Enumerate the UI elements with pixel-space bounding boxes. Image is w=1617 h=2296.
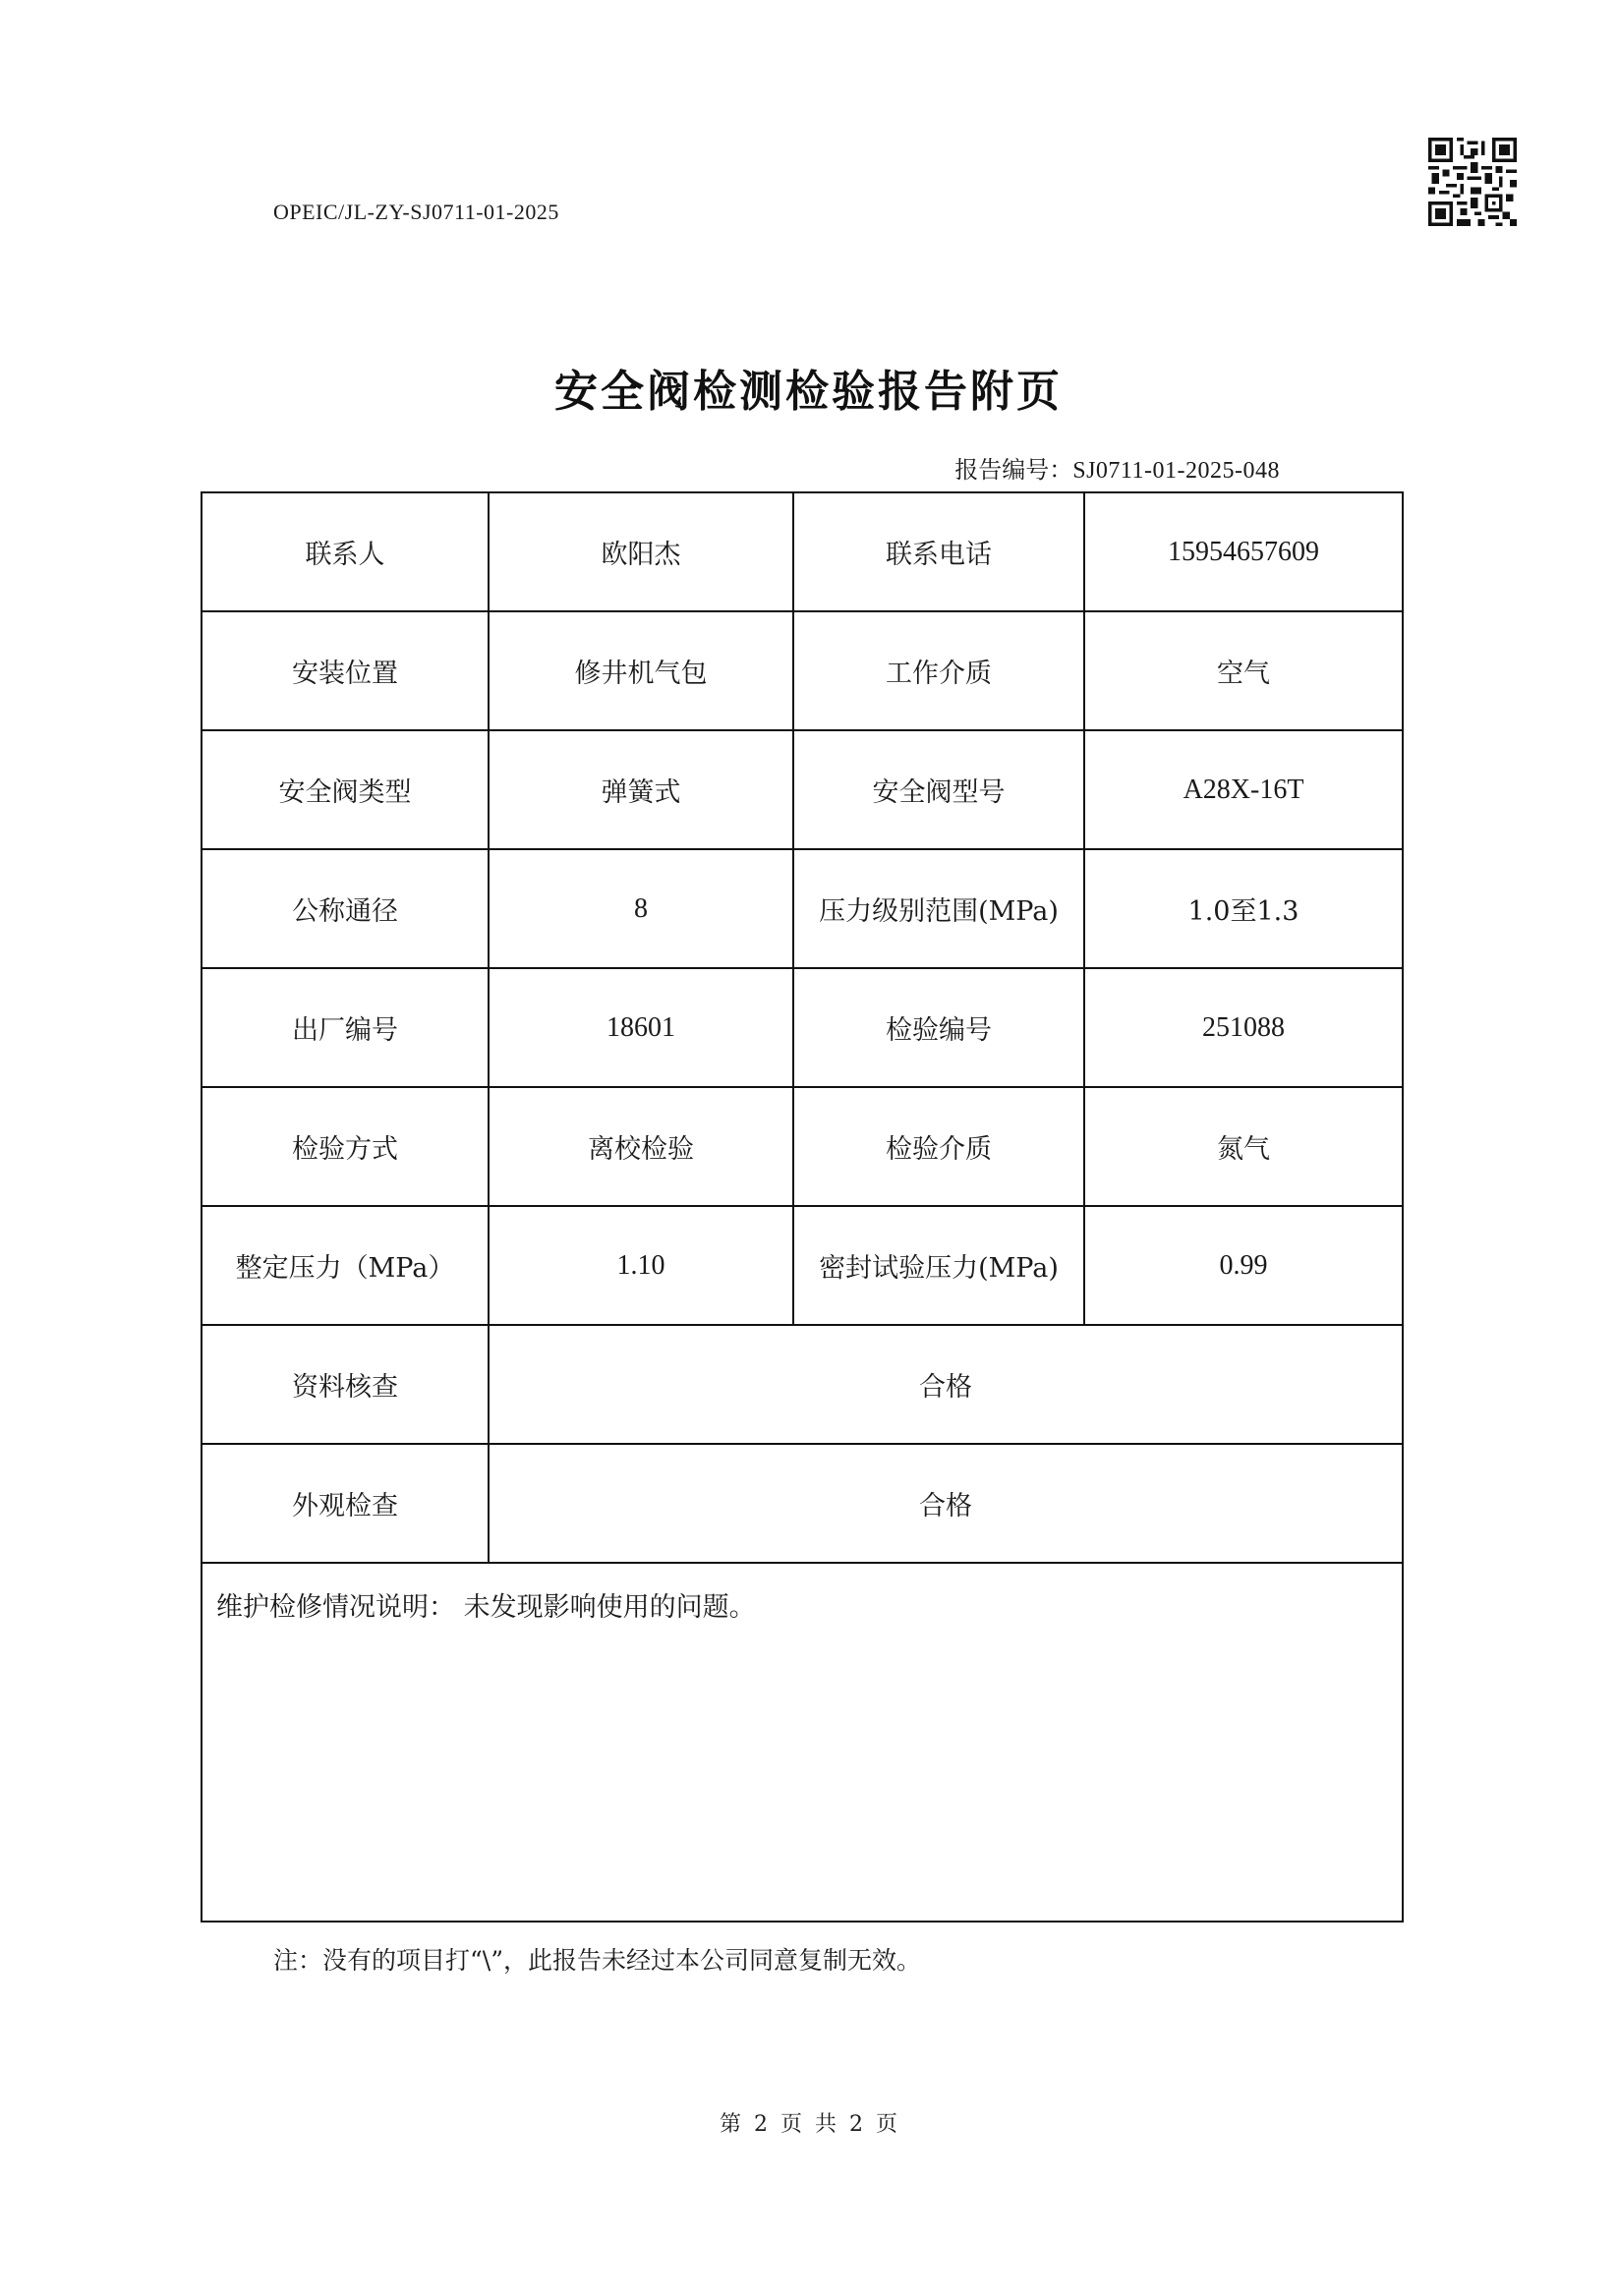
qr-code-icon — [1428, 138, 1517, 226]
table-row — [202, 492, 1403, 611]
table-row — [202, 849, 1403, 968]
table-row — [202, 968, 1403, 1087]
field-value: 欧阳杰 — [489, 492, 793, 611]
field-value: 合格 — [489, 1444, 1403, 1563]
report-number — [954, 450, 1280, 485]
field-label: 整定压力（MPa） — [202, 1206, 489, 1325]
field-label: 外观检查 — [202, 1444, 489, 1563]
table-row — [202, 1087, 1403, 1206]
field-value: 1.10 — [489, 1206, 793, 1325]
page-title: 安全阀检测检验报告附页 — [554, 367, 1063, 417]
field-label: 安装位置 — [202, 611, 489, 730]
field-value: 合格 — [489, 1325, 1403, 1444]
field-label: 压力级别范围(MPa) — [793, 849, 1084, 968]
field-label: 安全阀型号 — [793, 730, 1084, 849]
table-row — [202, 1444, 1403, 1563]
field-label: 密封试验压力(MPa) — [793, 1206, 1084, 1325]
field-value: A28X-16T — [1084, 730, 1403, 849]
report-number-label: 报告编号： — [954, 456, 1073, 484]
field-label: 工作介质 — [793, 611, 1084, 730]
field-label: 公称通径 — [202, 849, 489, 968]
maintenance-notes — [202, 1563, 1403, 1922]
field-label: 检验介质 — [793, 1087, 1084, 1206]
field-value: 15954657609 — [1084, 492, 1403, 611]
field-value: 修井机气包 — [489, 611, 793, 730]
field-value: 251088 — [1084, 968, 1403, 1087]
field-label: 联系人 — [202, 492, 489, 611]
table-row — [202, 730, 1403, 849]
field-label: 安全阀类型 — [202, 730, 489, 849]
field-value: 氮气 — [1084, 1087, 1403, 1206]
maintenance-row — [202, 1563, 1403, 1922]
field-label: 资料核查 — [202, 1325, 489, 1444]
field-value: 0.99 — [1084, 1206, 1403, 1325]
table-row — [202, 611, 1403, 730]
maintenance-value: 未发现影响使用的问题。 — [463, 1592, 756, 1623]
field-value: 8 — [489, 849, 793, 968]
field-label: 检验编号 — [793, 968, 1084, 1087]
document-code: OPEIC/JL-ZY-SJ0711-01-2025 — [273, 200, 559, 224]
field-label: 联系电话 — [793, 492, 1084, 611]
field-value: 空气 — [1084, 611, 1403, 730]
field-label: 出厂编号 — [202, 968, 489, 1087]
report-number-value: SJ0711-01-2025-048 — [1072, 458, 1280, 484]
footnote: 注：没有的项目打“\”，此报告未经过本公司同意复制无效。 — [273, 1946, 921, 1975]
inspection-table — [201, 491, 1404, 1923]
maintenance-label: 维护检修情况说明： — [216, 1592, 455, 1623]
page-number: 第 2 页 共 2 页 — [720, 2112, 897, 2137]
field-value: 离校检验 — [489, 1087, 793, 1206]
field-label: 检验方式 — [202, 1087, 489, 1206]
table-row — [202, 1206, 1403, 1325]
field-value: 1.0至1.3 — [1084, 849, 1403, 968]
field-value: 弹簧式 — [489, 730, 793, 849]
field-value: 18601 — [489, 968, 793, 1087]
table-row — [202, 1325, 1403, 1444]
